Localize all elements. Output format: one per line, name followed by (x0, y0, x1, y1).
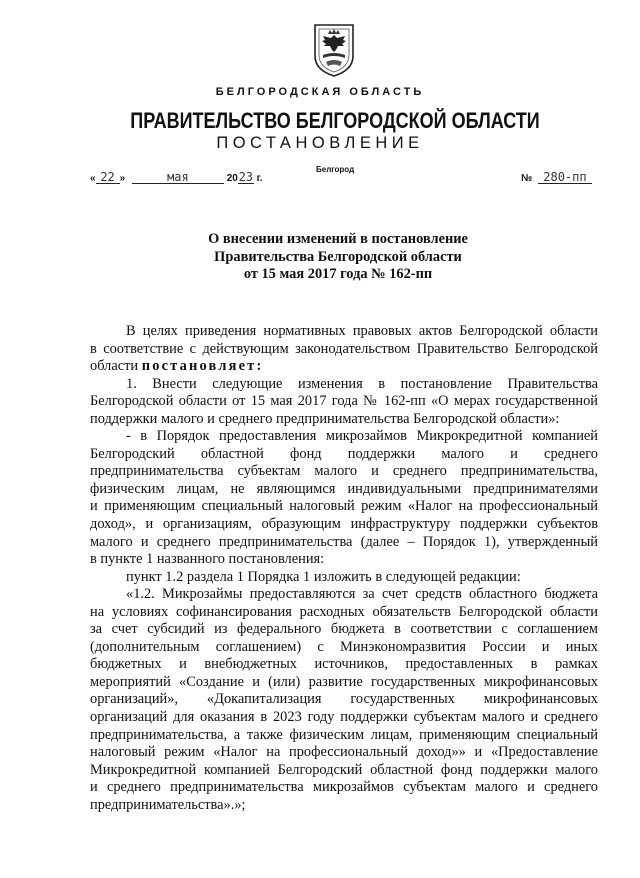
body-line: малого и среднего предпринимательства (далее – Порядок 1), утвержденный (90, 533, 598, 550)
body-line: и применяющим специальный налоговый режим «Налог на профессиональный (90, 498, 598, 515)
body-line: «1.2. Микрозаймы предоставляются за счет средств областного бюджета (126, 586, 598, 603)
body-line: организаций», «Докапитализация государственных микрофинансовых (90, 691, 598, 708)
region-heading: БЕЛГОРОДСКАЯ ОБЛАСТЬ (215, 86, 425, 98)
date-day: 22 (96, 172, 120, 184)
body-line: Микрокредитной компанией Белгородский областной фонд поддержки малого (90, 761, 598, 778)
title-line: О внесении изменений в постановление (208, 231, 468, 247)
title-line: Правительства Белгородской области (214, 248, 462, 265)
body-line: поддержки малого и среднего предпринимательства Белгородской области»: (90, 410, 560, 427)
date-quote-close: » (119, 173, 126, 184)
number-label: № (521, 173, 533, 184)
document-date (90, 172, 263, 184)
body-line: В целях приведения нормативных правовых актов Белгородской области (126, 323, 598, 339)
body-line: организаций для оказания в 2023 году поддержки субъектам малого и среднего (90, 709, 598, 726)
date-year-suffix: г. (256, 173, 263, 184)
date-month: мая (132, 172, 224, 184)
body-line: бюджетных и внебюджетных источников, предоставленных в рамках (90, 656, 598, 673)
body-line: Белгородской области от 15 мая 2017 года № 162-пп «О мерах государственной (90, 393, 598, 410)
body-line: и среднего предпринимательства микрозаймов субъектам малого и среднего (90, 779, 598, 796)
body-line: 1. Внести следующие изменения в постановление Правительства (126, 375, 598, 392)
body-line: предпринимательства субъектам малого и среднего предпринимательства, (90, 463, 598, 480)
body-line: Белгородский областной фонд поддержки малого и среднего (90, 445, 598, 462)
date-year-prefix: 20 (226, 173, 238, 184)
body-line: за счет субсидий из федерального бюджета в соответствии с соглашением (90, 621, 598, 638)
body-line: - в Порядок предоставления микрозаймов Микрокредитной компанией (126, 428, 598, 445)
body-line: в соответствие с действующим законодательством Правительство Белгородской (90, 340, 598, 357)
body-line (90, 358, 598, 376)
body-line: предпринимательства, а также физическим лицам, применяющим специальный (90, 726, 598, 743)
date-year: 23 (238, 170, 254, 184)
document-number (521, 172, 592, 184)
government-heading: ПРАВИТЕЛЬСТВО БЕЛГОРОДСКОЙ ОБЛАСТИ (130, 108, 540, 133)
document-body (90, 323, 598, 814)
body-line: в пункте 1 названного постановления: (90, 551, 325, 568)
body-line: мероприятий «Создание и (или) развитие государственных микрофинансовых (90, 673, 598, 690)
body-line: налоговый режим «Налог на профессиональный доход»» и «Предоставление (90, 744, 598, 761)
body-line: (дополнительным соглашением) с Минэкономразвития России и иных (90, 638, 598, 655)
date-quote-open: « (90, 173, 96, 184)
city-name: Белгород (316, 165, 355, 174)
body-line: предпринимательства».»; (90, 796, 246, 813)
title-line: от 15 мая 2017 года № 162-пп (243, 266, 433, 283)
body-line: пункт 1.2 раздела 1 Порядка 1 изложить в следующей редакции: (126, 568, 521, 585)
decree-word: постановляет: (141, 358, 264, 375)
coat-of-arms-emblem (311, 22, 357, 78)
body-line: на условиях софинансирования расходных обязательств Белгородской области (90, 603, 598, 620)
body-line: физическим лицам, не являющимся индивидуальными предпринимателями (90, 480, 598, 497)
body-line: доход», и организациям, образующим инфраструктуру поддержки субъектов (90, 516, 598, 533)
document-title (0, 231, 640, 284)
document-type: ПОСТАНОВЛЕНИЕ (216, 134, 424, 152)
number-value: 280-пп (538, 172, 592, 184)
body-text: области (90, 358, 142, 375)
